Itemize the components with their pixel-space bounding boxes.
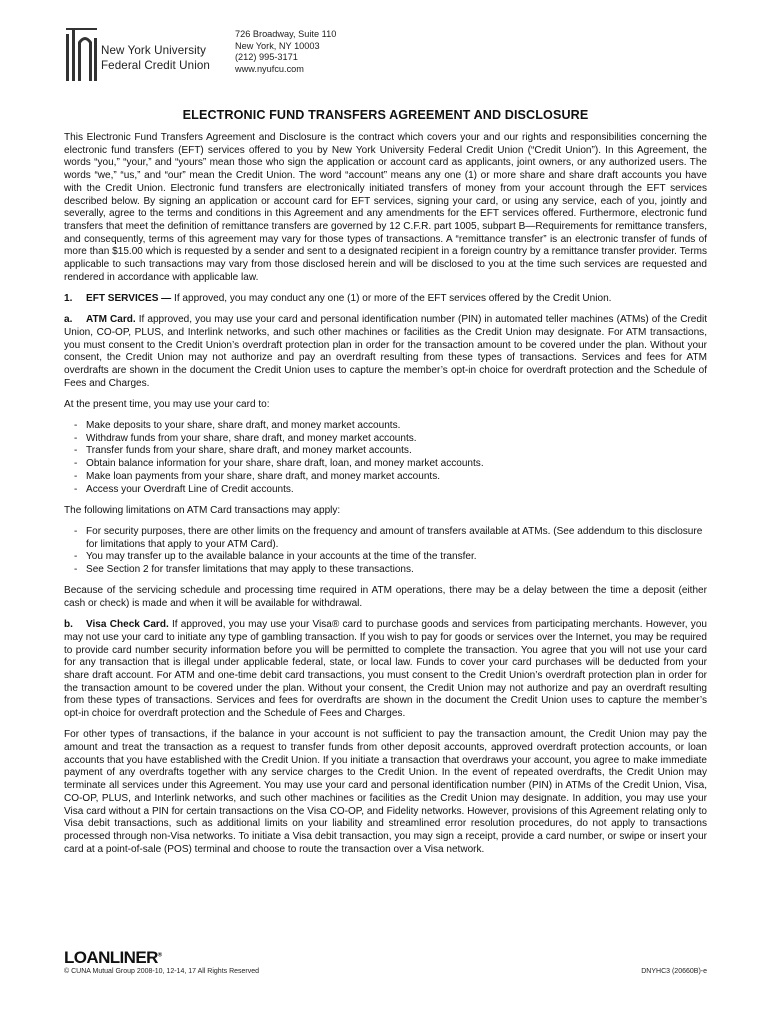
atm-label: a.	[64, 314, 73, 326]
list-item: - For security purposes, there are other limits on the frequency and amount of transfers available at ATMs. (See addendum to this disclosure for limitations that apply to your ATM Card).	[74, 525, 703, 550]
address-block	[235, 29, 336, 76]
intro-paragraph: This Electronic Fund Transfers Agreement and Disclosure is the contract which covers your and our rights and responsibilities concerning the electronic fund transfers (EFT) services offered to you by New York University Federal Credit Union (“Credit Union”). In this Agreement, the words “you,” “your,” and “yours” mean those who sign the application or account card as applicants, joint owners, or any authorized users. The words “we,” “us,” and “our” mean the Credit Union. The word “account” means any one (1) or more share and share draft accounts you have with the Credit Union. Electronic fund transfers are electronically initiated transfers of money from your account through the EFT services described below. By signing an application or account card for EFT services, signing your card, or using any service, each of you, jointly and severally, agree to the terms and conditions in this Agreement and any amendments for the EFT services offered. Furthermore, electronic fund transfers that meet the definition of remittance transfers are governed by 12 C.F.R. part 1005, subpart B—Requirements for remittance transfers, and consequently, terms of this agreement may vary for those types of transactions. A “remittance transfer” is an electronic transfer of funds of more than $15.00 which is requested by a sender and sent to a designated recipient in a foreign country by a remittance transfer provider. Terms applicable to such transactions may vary from those disclosed herein and will be disclosed to you at the time such services are requested and rendered in accordance with applicable law.	[64, 132, 707, 283]
atm-delay-paragraph: Because of the servicing schedule and processing time required in ATM operations, there may be a delay between the time a deposit (either cash or check) is made and when it will be available for withdrawal.	[64, 585, 707, 609]
loanliner-logo: LOANLINER®	[64, 948, 163, 967]
document-body	[64, 108, 707, 865]
list-item: - See Section 2 for transfer limitations that may apply to these transactions.	[74, 564, 414, 576]
address-phone: (212) 995-3171	[235, 52, 298, 63]
visa-text: If approved, you may use your Visa® card to purchase goods and services from participating merchants. However, you may not use your card to initiate any type of gambling transaction. If you wish to pay for goods or services over the Internet, you may be required to provide card number security information before you will be permitted to complete the transaction. You agree that you will not use your card for any transaction that is illegal under applicable federal, state, or local law. Funds to cover your card purchases will be deducted from your share draft account. For ATM and one-time debit card transactions, you must consent to the Credit Union’s overdraft protection plan in order for the transaction amount to be covered under the plan. Without your consent, the Credit Union may not authorize and pay an overdraft resulting from these types of transactions. Services and fees for overdrafts are shown in the document the Credit Union uses to capture the member’s opt-in choice for overdraft protection and the Schedule of Fees and Charges.	[64, 619, 708, 720]
address-website: www.nyufcu.com	[235, 64, 304, 75]
atm-limits-intro: The following limitations on ATM Card transactions may apply:	[64, 504, 341, 516]
section-1-number: 1.	[64, 292, 73, 304]
visa-heading: Visa Check Card.	[86, 619, 169, 631]
visa-label: b.	[64, 619, 73, 631]
section-1-heading: EFT SERVICES —	[86, 292, 172, 304]
atm-uses-intro: At the present time, you may use your card to:	[64, 398, 270, 410]
list-item: - Withdraw funds from your share, share draft, and money market accounts.	[74, 432, 417, 444]
visa-card-paragraph	[64, 619, 707, 721]
atm-card-paragraph	[64, 314, 707, 390]
document-title: ELECTRONIC FUND TRANSFERS AGREEMENT AND DISCLOSURE	[182, 108, 589, 122]
torch-building-icon	[63, 24, 99, 84]
logo-text-line1: New York University	[101, 44, 206, 57]
list-item: - Make deposits to your share, share draft, and money market accounts.	[74, 420, 401, 432]
list-item: - Obtain balance information for your share, share draft, loan, and money market accounts.	[74, 458, 484, 470]
letterhead	[63, 24, 723, 94]
address-street: 726 Broadway, Suite 110	[235, 29, 337, 39]
list-item: - Transfer funds from your share, share draft, and money market accounts.	[74, 445, 412, 457]
list-item: - You may transfer up to the available balance in your accounts at the time of the transfer.	[74, 551, 477, 563]
nyu-fcu-logo	[63, 24, 233, 86]
address-city: New York, NY 10003	[235, 40, 320, 51]
visa-other-paragraph: For other types of transactions, if the balance in your account is not sufficient to pay the transaction amount, the Credit Union may pay the amount and treat the transaction as a request to transfer funds from other deposit accounts, approved overdraft protection accounts, or loan accounts that you have established with the Credit Union. If you initiate a transaction that overdraws your account, you agree to make immediate payment of any overdrafts together with any service charges to the Credit Union. In the event of repeated overdrafts, the Credit Union may terminate all services under this Agreement. You may use your card and personal identification number (PIN) in ATMs of the Credit Union, Visa, CO-OP, PLUS, and Interlink networks, and such other machines or facilities as the Credit Union may designate. In addition, you may use your Visa card without a PIN for certain transactions on the Visa CO-OP, and Fidelity networks. However, provisions of this Agreement relating only to Visa debit transactions, such as additional limits on your liability and streamlined error resolution procedures, do not apply to transactions processed through non-Visa networks. To initiate a Visa debit transaction, you may sign a receipt, provide a card number, or swipe or insert your card at a point-of-sale (POS) terminal and choose to route the transaction over a Visa network.	[64, 729, 707, 855]
atm-heading: ATM Card.	[86, 314, 136, 326]
section-1	[64, 293, 707, 306]
section-1-text: If approved, you may conduct any one (1) or more of the EFT services offered by the Credit Union.	[171, 292, 612, 304]
copyright-notice: © CUNA Mutual Group 2008-10, 12-14, 17 All Rights Reserved	[64, 968, 260, 975]
logo-text-line2: Federal Credit Union	[101, 59, 210, 72]
atm-text: If approved, you may use your card and personal identification number (PIN) in automated teller machines (ATMs) of the Credit Union, CO-OP, PLUS, and Interlink networks, and such other machines or facilities as the Credit Union may designate. For ATM transactions, you must consent to the Credit Union’s overdraft protection plan in order for the transaction amount to be covered under the plan. Without your consent, the Credit Union may not authorize and pay an overdraft resulting from these types of transactions. Services and fees for ATM overdrafts are shown in the document the Credit Union uses to capture the member’s opt-in choice for overdraft protection and the Schedule of Fees and Charges.	[64, 314, 707, 389]
atm-uses-list	[64, 420, 707, 496]
atm-limits-list	[64, 526, 707, 577]
list-item: - Access your Overdraft Line of Credit accounts.	[74, 483, 294, 495]
form-code: DNYHC3 (20660B)-e	[641, 968, 707, 975]
list-item: - Make loan payments from your share, share draft, and money market accounts.	[74, 470, 441, 482]
